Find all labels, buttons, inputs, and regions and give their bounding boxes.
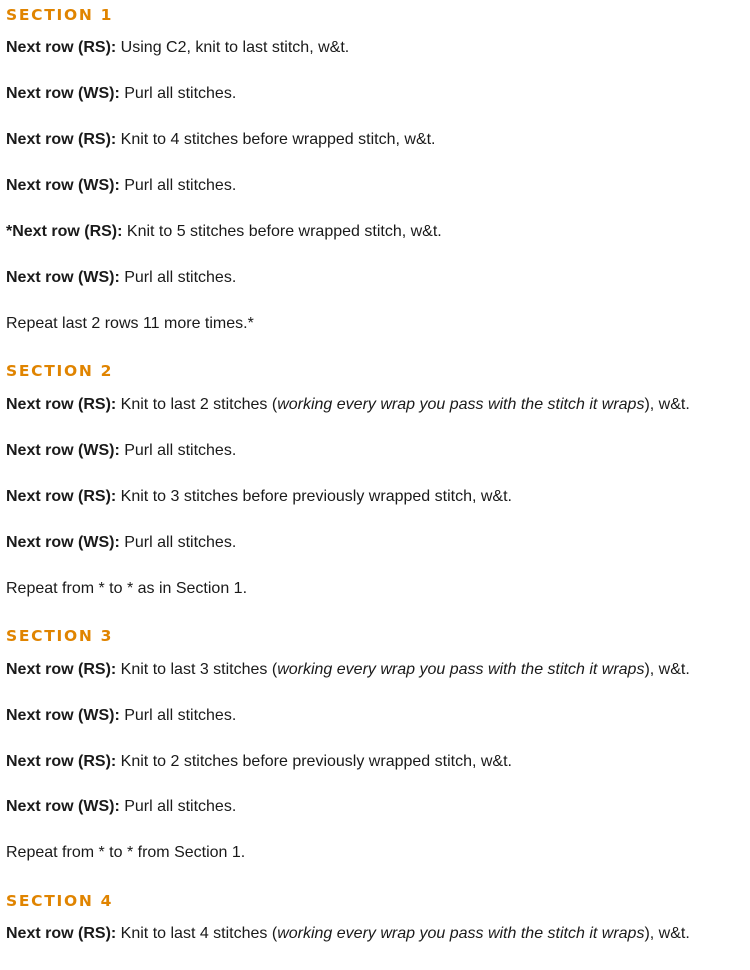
row-text: Knit to last 2 stitches (: [116, 396, 278, 413]
instruction-row: [6, 270, 236, 286]
instruction-row: [6, 40, 349, 56]
row-label: Next row (WS):: [6, 534, 120, 551]
row-label: Next row (WS):: [6, 707, 120, 724]
section-heading: SECTION 1: [6, 6, 114, 24]
row-label: Next row (RS):: [6, 661, 117, 678]
row-label: Next row (RS):: [6, 131, 117, 148]
row-label: Next row (RS):: [6, 396, 117, 413]
row-label: Next row (RS):: [6, 39, 117, 56]
instruction-row: [6, 581, 247, 597]
instruction-row: [6, 224, 442, 240]
row-text: Purl all stitches.: [119, 177, 237, 194]
row-label: Next row (WS):: [6, 798, 120, 815]
section-heading: SECTION 3: [6, 627, 114, 645]
instruction-row: [6, 662, 690, 678]
instruction-row: [6, 132, 436, 148]
row-label: Next row (WS):: [6, 177, 120, 194]
instruction-row: [6, 754, 512, 770]
row-label: Next row (RS):: [6, 753, 117, 770]
row-text: Knit to 3 stitches before previously wrapped stitch, w&t.: [116, 488, 512, 505]
instruction-row: [6, 178, 236, 194]
row-text-tail: ), w&t.: [644, 396, 690, 413]
instruction-row: [6, 489, 512, 505]
row-text: Purl all stitches.: [119, 534, 237, 551]
row-text-italic: working every wrap you pass with the stitch it wraps: [277, 925, 645, 942]
instruction-row: [6, 443, 236, 459]
instruction-row: [6, 535, 236, 551]
instruction-row: [6, 926, 690, 942]
row-text: Purl all stitches.: [119, 85, 237, 102]
row-label: Next row (WS):: [6, 442, 120, 459]
row-text: Repeat from * to * as in Section 1.: [6, 580, 248, 597]
row-text-tail: ), w&t.: [644, 661, 690, 678]
row-text-italic: working every wrap you pass with the stitch it wraps: [277, 396, 645, 413]
instruction-row: [6, 708, 236, 724]
row-text-tail: ), w&t.: [644, 925, 690, 942]
row-label: Next row (WS):: [6, 85, 120, 102]
section-heading: SECTION 4: [6, 892, 114, 910]
instruction-row: [6, 397, 690, 413]
row-text: Purl all stitches.: [119, 442, 237, 459]
row-text: Repeat last 2 rows 11 more times.*: [6, 315, 254, 332]
row-text: Repeat from * to * from Section 1.: [6, 844, 246, 861]
row-text: Knit to last 3 stitches (: [116, 661, 278, 678]
row-text: Purl all stitches.: [119, 707, 237, 724]
row-text: Purl all stitches.: [119, 798, 237, 815]
row-label: *Next row (RS):: [6, 223, 123, 240]
row-text: Using C2, knit to last stitch, w&t.: [116, 39, 350, 56]
row-label: Next row (RS):: [6, 488, 117, 505]
row-text: Knit to 4 stitches before wrapped stitch, w&t.: [116, 131, 436, 148]
row-text-italic: working every wrap you pass with the stitch it wraps: [277, 661, 645, 678]
section-heading: SECTION 2: [6, 362, 114, 380]
instruction-row: [6, 316, 254, 332]
instruction-row: [6, 799, 236, 815]
row-label: Next row (WS):: [6, 269, 120, 286]
row-label: Next row (RS):: [6, 925, 117, 942]
row-text: Knit to last 4 stitches (: [116, 925, 278, 942]
instruction-row: [6, 845, 245, 861]
instruction-row: [6, 86, 236, 102]
row-text: Knit to 5 stitches before wrapped stitch, w&t.: [122, 223, 442, 240]
row-text: Purl all stitches.: [119, 269, 237, 286]
row-text: Knit to 2 stitches before previously wrapped stitch, w&t.: [116, 753, 512, 770]
